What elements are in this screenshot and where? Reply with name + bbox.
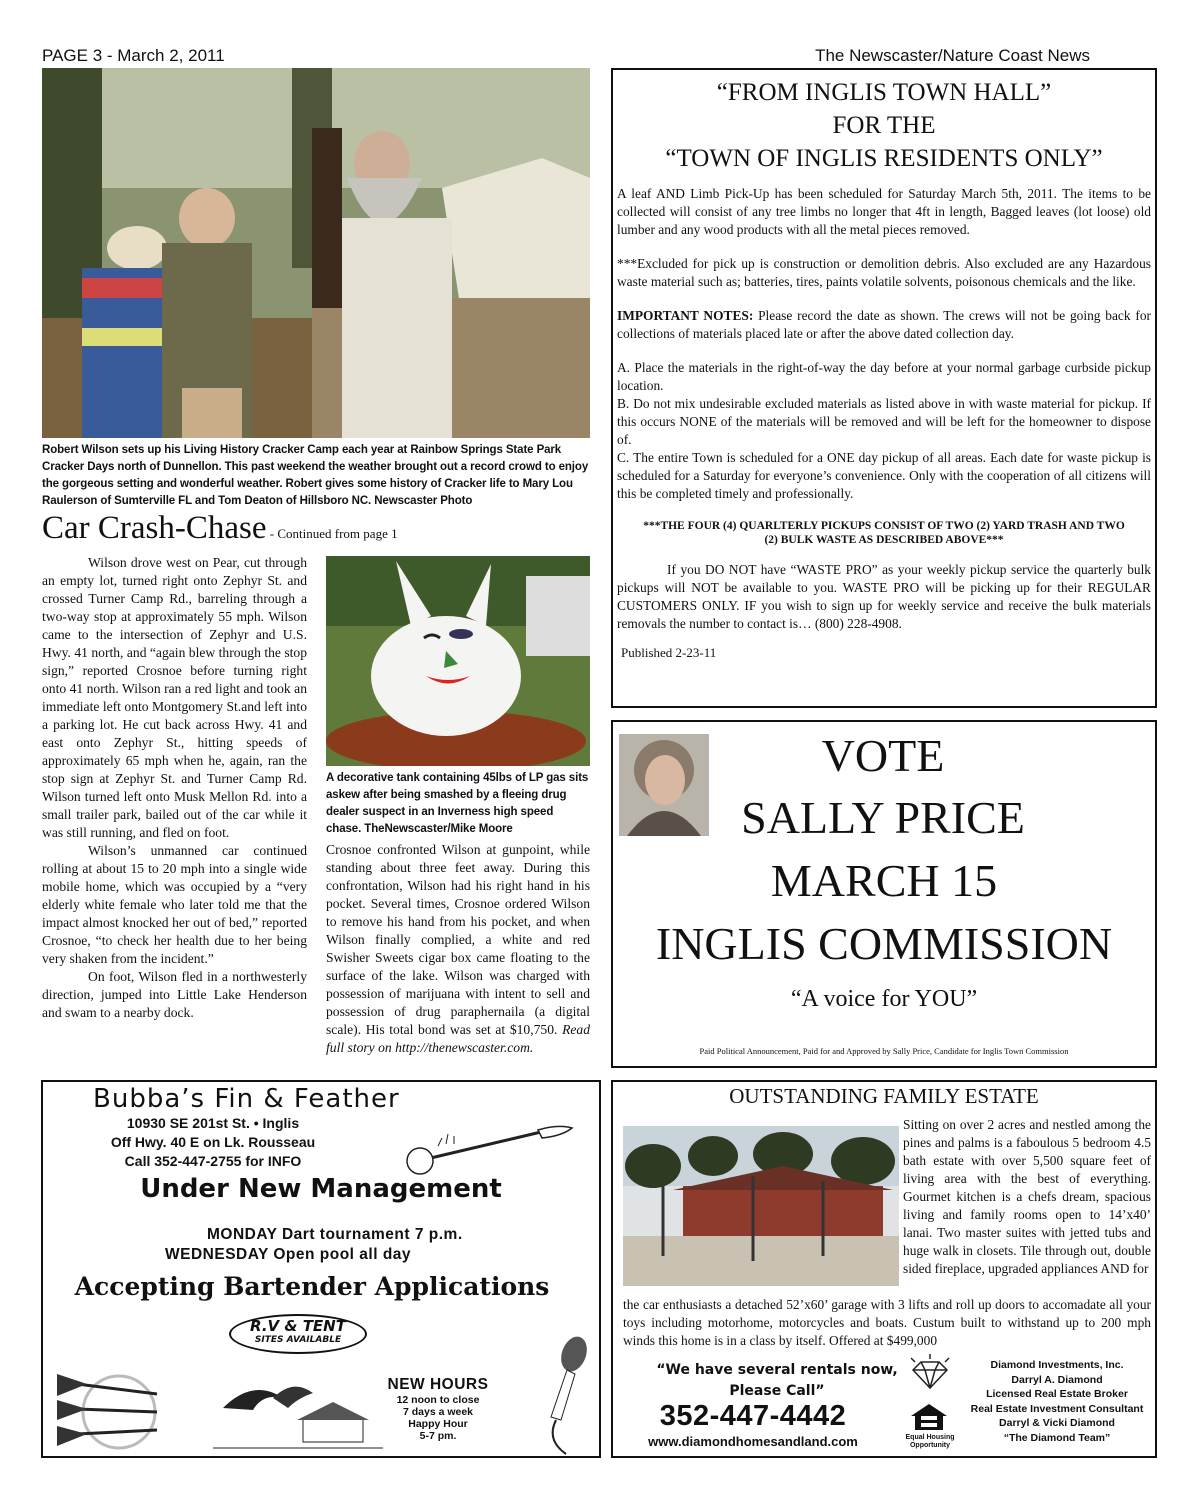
article-title-line bbox=[42, 510, 602, 547]
waste-pro-paragraph: If you DO NOT have “WASTE PRO” as your weekly pickup service the quarterly bulk pickups will NOT be available to you. WASTE PRO will be picking up for their REGULAR CUSTOMERS ONLY. IF you wish to sign up for weekly service and receive the bulk materials removals the number to contact is… (800) 228-4908. bbox=[617, 562, 1151, 631]
notice-paragraph: ***Excluded for pick up is construction or demolition debris. Also excluded are any Hazardous waste material such as; batteries, tires, paints volatile solvents, poisonous chemicals and the like. bbox=[617, 256, 1151, 289]
hours-line: Happy Hour bbox=[408, 1418, 468, 1430]
diamond-logo-icon bbox=[905, 1354, 955, 1392]
tank-photo bbox=[326, 556, 590, 766]
important-notes-label: IMPORTANT NOTES: bbox=[617, 308, 754, 323]
monday-line: MONDAY Dart tournament 7 p.m. bbox=[207, 1226, 463, 1243]
article-paragraph: Wilson’s unmanned car continued rolling at about 15 to 20 mph into a single wide mobile home, which was occupied by a “very elderly white female who later told me that the impact almost knocked her out of bed,” reported Crosnoe, “to check her health due to her being very shaken from the incident.” bbox=[42, 843, 307, 966]
company-info bbox=[959, 1358, 1155, 1445]
title-line-3: “TOWN OF INGLIS RESIDENTS ONLY” bbox=[665, 145, 1103, 172]
notice-item-b: B. Do not mix undesirable excluded materials as listed above in with waste material for pickup. If this occurs NONE of the materials will be removed and will be left for the homeowner to dispose of. bbox=[617, 396, 1151, 447]
important-notes bbox=[617, 307, 1151, 343]
vote-ad bbox=[611, 720, 1157, 1068]
notice-item-a: A. Place the materials in the right-of-way the day before at your normal garbage curbside pickup location. bbox=[617, 360, 1151, 393]
eagle-cabin-icon bbox=[213, 1368, 383, 1456]
rv-tent-oval bbox=[229, 1314, 367, 1354]
under-new-management: Under New Management bbox=[140, 1174, 502, 1204]
vote-line-2: SALLY PRICE bbox=[741, 792, 1025, 843]
new-hours-block bbox=[373, 1376, 503, 1442]
address-line-1: 10930 SE 201st St. • Inglis bbox=[126, 1115, 300, 1131]
read-more-link[interactable]: Read full story on http://thenewscaster.com. bbox=[326, 1022, 590, 1055]
article-paragraph: On foot, Wilson fled in a northwesterly direction, jumped into Little Lake Henderson and swam to a nearby dock. bbox=[42, 969, 307, 1020]
estate-website[interactable]: www.diamondhomesandland.com bbox=[648, 1434, 858, 1449]
equal-housing-icon bbox=[909, 1402, 949, 1432]
team-names: Darryl & Vicki Diamond bbox=[999, 1417, 1115, 1429]
quarterly-notice: ***THE FOUR (4) QUARLTERLY PICKUPS CONSIST OF TWO (2) YARD TRASH AND TWO (2) BULK WASTE AS DESCRIBED ABOVE*** bbox=[643, 520, 1125, 546]
vote-line-3: MARCH 15 bbox=[770, 855, 998, 906]
estate-description: Sitting on over 2 acres and nestled among the pines and palms is a faboulous 5 bedroom 4.5 bath estate with over 5,500 square feet of living area with the best of everything. Gourmet kitchen is a chefs dream, spacious living and family rooms open to 14’x40’ lanai. Two master suites with jetted tubs and huge walk in closets. Tile through out, double sided fireplace, upgraded appliances AND for bbox=[903, 1117, 1151, 1276]
hours-line: 7 days a week bbox=[402, 1406, 474, 1418]
notice-paragraph: A leaf AND Limb Pick-Up has been scheduled for Saturday March 5th, 2011. The items to be collected will consist of any tree limbs no longer that 4ft in length, Bagged leaves (lot loose) old lumber and any wood products with all the metal pieces removed. bbox=[617, 186, 1151, 237]
rentals-line-2: Please Call” bbox=[729, 1383, 825, 1399]
notice-item-c: C. The entire Town is scheduled for a ONE day pickup of all areas. Each date for waste pickup is scheduled for a Saturday for everyone’s convenience. Only with the cooperation of all citizens will this be completed timely and professionally. bbox=[617, 450, 1151, 501]
vote-line-1: VOTE bbox=[821, 730, 945, 781]
page-number-date: PAGE 3 - March 2, 2011 bbox=[42, 46, 225, 65]
rentals-line-1: “We have several rentals now, bbox=[656, 1362, 898, 1378]
consultant-title: Real Estate Investment Consultant bbox=[970, 1402, 1144, 1415]
article-column-1 bbox=[42, 554, 307, 1022]
cracker-camp-photo bbox=[42, 68, 590, 438]
estate-photo bbox=[623, 1126, 899, 1286]
article-paragraph: Crosnoe confronted Wilson at gunpoint, while standing about three feet away. During this confrontation, Wilson had his right hand in his pocket. Several times, Crosnoe ordered Wilson to remove his hand from his pocket, and when Wilson finally complied, a white and red Swisher Sweets cigar box came floating to the surface of the lake. Wilson was charged with possession of marijuana with intent to sell and possession of drug paraphernaila (a digital scale). His total bond was set at $10,750. bbox=[326, 842, 590, 1037]
new-hours-heading: NEW HOURS bbox=[387, 1376, 489, 1393]
publication-name: The Newscaster/Nature Coast News bbox=[815, 46, 1090, 65]
darts-icon bbox=[47, 1364, 177, 1454]
estate-ad bbox=[611, 1080, 1157, 1458]
title-line-1: “FROM INGLIS TOWN HALL” bbox=[716, 79, 1052, 106]
broker-name: Darryl A. Diamond bbox=[1011, 1373, 1103, 1386]
vote-line-4: INGLIS COMMISSION bbox=[655, 918, 1113, 969]
rentals-notice bbox=[647, 1360, 907, 1402]
sites-available-label: SITES AVAILABLE bbox=[254, 1335, 342, 1345]
town-hall-title bbox=[613, 76, 1155, 175]
estate-description-continued: the car enthusiasts a detached 52’x60’ garage with 3 lifts and roll up doors to accomadate all your toys including motorhome, motorcycles and boats. Custum built to withstand up to 200 mph winds this home is in a class by itself. Offered at $499,000 bbox=[623, 1297, 1151, 1348]
article-title: Car Crash-Chase bbox=[42, 510, 267, 546]
hours-line: 5-7 pm. bbox=[419, 1430, 457, 1442]
address-line-2: Off Hwy. 40 E on Lk. Rousseau bbox=[110, 1134, 316, 1150]
bartender-applications: Accepting Bartender Applications bbox=[74, 1272, 550, 1301]
rv-tent-label: R.V & TENT bbox=[250, 1317, 346, 1335]
pool-cue-icon bbox=[398, 1116, 578, 1176]
bubbas-ad bbox=[41, 1080, 601, 1458]
eho-line-2: Opportunity bbox=[909, 1442, 951, 1449]
team-name: “The Diamond Team” bbox=[1003, 1431, 1111, 1444]
continued-note: - Continued from page 1 bbox=[266, 526, 398, 541]
estate-phone: 352-447-4442 bbox=[659, 1400, 847, 1432]
article-column-2 bbox=[326, 841, 590, 1057]
title-line-2: FOR THE bbox=[832, 112, 936, 139]
wednesday-line: WEDNESDAY Open pool all day bbox=[165, 1246, 412, 1263]
company-name: Diamond Investments, Inc. bbox=[990, 1359, 1124, 1371]
microphone-icon bbox=[529, 1332, 599, 1457]
estate-title: OUTSTANDING FAMILY ESTATE bbox=[729, 1084, 1039, 1108]
hours-line: 12 noon to close bbox=[396, 1394, 480, 1406]
published-date: Published 2-23-11 bbox=[621, 645, 717, 660]
vote-disclaimer: Paid Political Announcement, Paid for and Approved by Sally Price, Candidate for Inglis Town Commission bbox=[699, 1046, 1069, 1056]
bubbas-address bbox=[63, 1114, 363, 1171]
bubbas-title: Bubba’s Fin & Feather bbox=[93, 1084, 400, 1114]
photo-caption: Robert Wilson sets up his Living History Cracker Camp each year at Rainbow Springs State Park Cracker Days north of Dunnellon. This past weekend the weather brought out a record crowd to enjoy the gorgeous setting and wonderful weather. Robert gives some history of Cracker life to Mary Lou Raulerson of Sumterville FL and Tom Deaton of Hillsboro NC. Newscaster Photo bbox=[42, 444, 589, 507]
equal-housing-label bbox=[895, 1434, 965, 1450]
article-paragraph: Wilson drove west on Pear, cut through an empty lot, turned right onto Zephyr St. and crossed Turner Camp Rd., barreling through a two-way stop at approximately 55 mph. Wilson came to the intersection of Zephyr and U.S. Hwy. 41 north, and “again blew through the stop sign,” reported Crosnoe before turning right onto 41 north. Wilson ran a red light and took an immediate left onto Montgomery St.and left into a parking lot. He cut back across Hwy. 41 and east onto Zephyr St., hitting speeds of approximately 65 mph when he, again, ran the stop sign at Zephyr St. and Turner Camp Rd. Wilson turned left onto Musk Mellon Rd. into a small trailer park, bailed out of the car while it was still running, and fled on foot. bbox=[42, 555, 307, 840]
broker-title: Licensed Real Estate Broker bbox=[986, 1388, 1128, 1400]
town-hall-notice bbox=[611, 68, 1157, 708]
important-notes-text: Please record the date as shown. The crews will not be going back for collections of materials placed late or after the above dated collection day. bbox=[617, 308, 1151, 341]
tank-caption: A decorative tank containing 45lbs of LP gas sits askew after being smashed by a fleeing drug dealer suspect in an Inverness high speed chase. TheNewscaster/Mike Moore bbox=[326, 772, 589, 835]
phone-line: Call 352-447-2755 for INFO bbox=[124, 1153, 302, 1169]
vote-tagline: “A voice for YOU” bbox=[790, 986, 978, 1012]
eho-line-1: Equal Housing bbox=[905, 1434, 955, 1441]
